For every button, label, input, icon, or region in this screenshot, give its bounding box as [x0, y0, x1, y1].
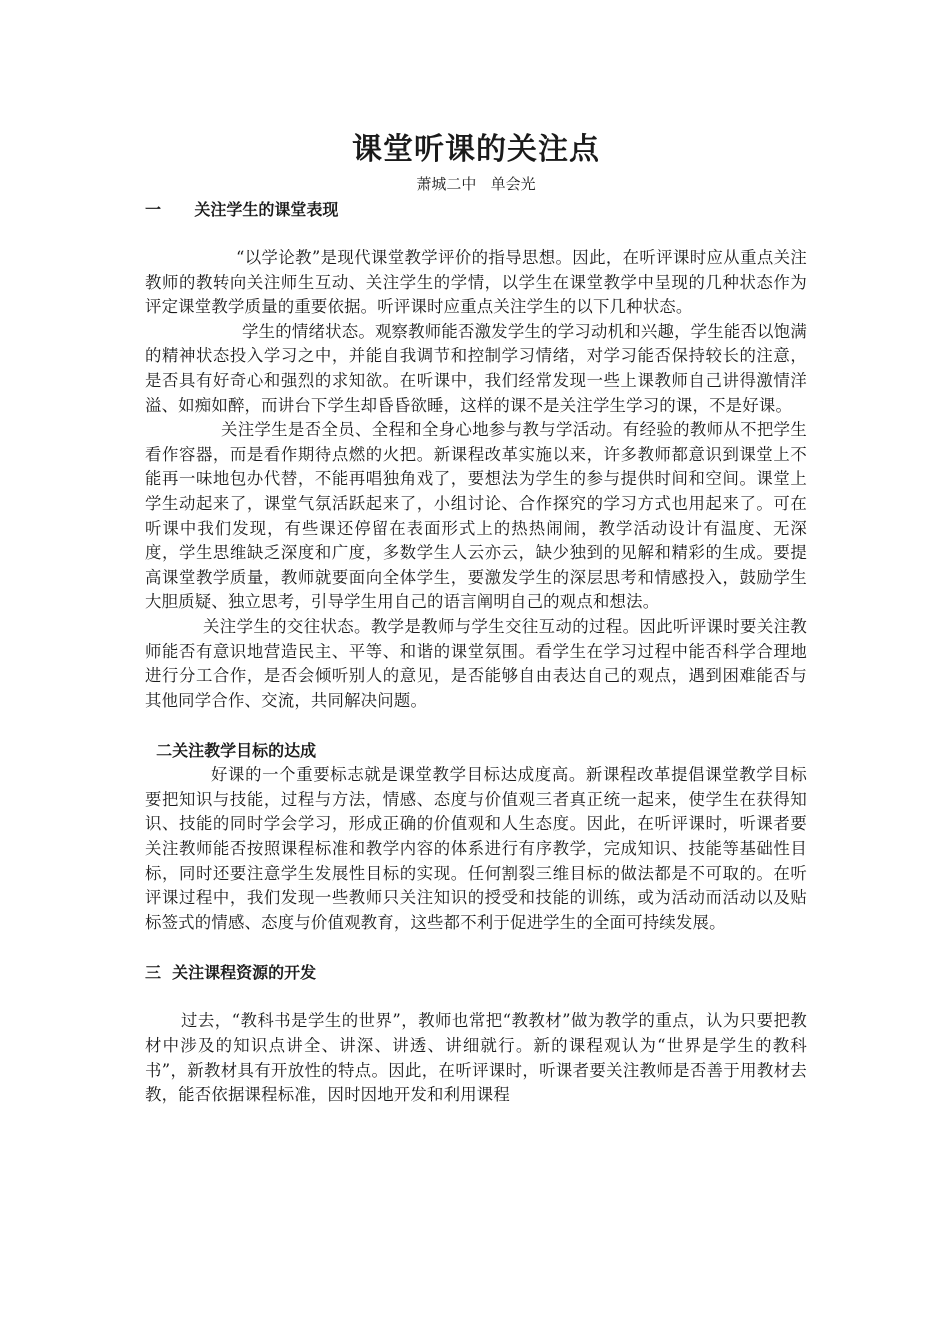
paragraph: 好课的一个重要标志就是课堂教学目标达成度高。新课程改革提倡课堂教学目标要把知识与技能，过程与方法，情感、态度与价值观三者真正统一起来，使学生在获得知识、技能的同时学会学习，形成正确的价值观和人生态度。因此，在听评课时，听课者要关注教师能否按照课程标准和教学内容的体系进行有序教学，完成知识、技能等基础性目标，同时还要注意学生发展性目标的实现。任何割裂三维目标的做法都是不可取的。在听评课过程中，我们发现一些教师只关注知识的授受和技能的训练，或为活动而活动以及贴标签式的情感、态度与价值观教育，这些都不利于促进学生的全面可持续发展。: [145, 765, 807, 932]
section-heading-3: 三 关注课程资源的开发: [145, 963, 317, 983]
author-line: 萧城二中 单会光: [416, 175, 536, 193]
document-page: [145, 128, 807, 1108]
paragraph: 关注学生的交往状态。教学是教师与学生交往互动的过程。因此听评课时要关注教师能否有意识地营造民主、平等、和谐的课堂氛围。看学生在学习过程中能否科学合理地进行分工合作，是否会倾听别人的意见，是否能够自由表达自己的观点，遇到困难能否与其他同学合作、交流，共同解决问题。: [145, 616, 807, 710]
section-heading-1: 一 关注学生的课堂表现: [145, 200, 339, 219]
paragraph: “以学论教”是现代课堂教学评价的指导思想。因此，在听评课时应从重点关注教师的教转向关注师生互动、关注学生的学情，以学生在课堂教学中呈现的几种状态作为评定课堂教学质量的重要依据。听评课时应重点关注学生的以下几种状态。: [145, 248, 807, 317]
section-heading-2: 二关注教学目标的达成: [145, 741, 317, 761]
paragraph: 关注学生是否全员、全程和全身心地参与教与学活动。有经验的教师从不把学生看作容器，而是看作期待点燃的火把。新课程改革实施以来，许多教师都意识到课堂上不能再一味地包办代替，不能再唱独角戏了，要想法为学生的参与提供时间和空间。课堂上学生动起来了，课堂气氛活跃起来了，小组讨论、合作探究的学习方式也用起来了。可在听课中我们发现，有些课还停留在表面形式上的热热闹闹，教学活动设计有温度、无深度，学生思维缺乏深度和广度，多数学生人云亦云，缺少独到的见解和精彩的生成。要提高课堂教学质量，教师就要面向全体学生，要激发学生的深层思考和情感投入，鼓励学生大胆质疑、独立思考，引导学生用自己的语言阐明自己的观点和想法。: [145, 420, 807, 612]
paragraph: 学生的情绪状态。观察教师能否激发学生的学习动机和兴趣，学生能否以饱满的精神状态投入学习之中，并能自我调节和控制学习情绪，对学习能否保持较长的注意，是否具有好奇心和强烈的求知欲。在听课中，我们经常发现一些上课教师自己讲得激情洋溢、如痴如醉，而讲台下学生却昏昏欲睡，这样的课不是关注学生学习的课，不是好课。: [145, 321, 807, 415]
document-title: 课堂听课的关注点: [352, 132, 600, 167]
paragraph: 过去，“教科书是学生的世界”，教师也常把“教教材”做为教学的重点，认为只要把教材中涉及的知识点讲全、讲深、讲透、讲细就行。新的课程观认为“世界是学生的教科书”，新教材具有开放性的特点。因此，在听评课时，听课者要关注教师是否善于用教材去教，能否依据课程标准，因时因地开发和利用课程: [145, 1011, 807, 1105]
